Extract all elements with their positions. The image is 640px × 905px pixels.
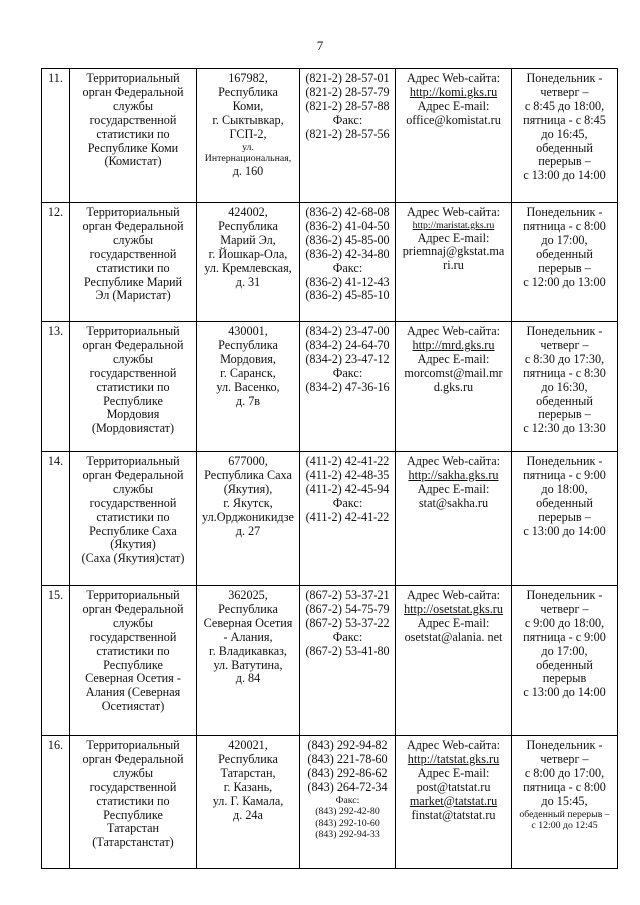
address-line: г. Йошкар-Ола, <box>208 246 288 261</box>
address-line: г. Казань, <box>223 779 273 794</box>
hours-line: пятница - с 8:00 <box>523 218 606 233</box>
phone-line: (843) 292-42-80 <box>315 806 380 818</box>
postal-address-cell <box>197 736 300 869</box>
organization-name-line: Алания (Северная <box>85 685 181 700</box>
hours-line: до 17:00, <box>541 232 588 247</box>
organization-name-line: Республике <box>103 657 163 672</box>
address-line: Татарстан, <box>220 765 276 780</box>
hours-line: Понедельник - <box>526 71 603 85</box>
phone-fax-cell <box>300 322 396 452</box>
hours-line: четверг – <box>540 751 589 766</box>
email-address[interactable]: osetstat@alania. net <box>404 629 503 644</box>
web-label: Адрес Web-сайта: <box>406 454 501 468</box>
hours-line: до 15:45, <box>541 793 588 808</box>
organization-name-line: государственной <box>89 779 177 794</box>
organization-name-line: Республике <box>103 807 163 822</box>
row-number: 12. <box>42 203 70 322</box>
email-label: Адрес E-mail: <box>417 98 490 113</box>
hours-line: пятница - с 8:30 <box>523 365 606 380</box>
website-link[interactable]: http://osetstat.gks.ru <box>404 601 503 616</box>
hours-line: Понедельник - <box>526 588 603 602</box>
hours-line: до 17:00, <box>541 643 588 658</box>
organization-name-line: статистики по <box>96 379 170 394</box>
address-line: (Якутия), <box>223 481 273 496</box>
organization-name-line: (Татарстанстат) <box>92 835 174 850</box>
postal-address-cell <box>197 452 300 586</box>
organization-name-line: государственной <box>89 495 177 510</box>
web-label: Адрес Web-сайта: <box>406 588 501 602</box>
contacts-cell <box>396 736 512 869</box>
organization-name-line: государственной <box>89 246 177 261</box>
hours-line: перерыв – <box>538 154 591 169</box>
address-line: ул. Ватутина, <box>213 657 283 672</box>
organization-name-cell <box>70 736 197 869</box>
table-row <box>42 736 618 869</box>
row-number: 15. <box>42 586 70 736</box>
phone-fax-cell <box>300 586 396 736</box>
contacts-cell <box>396 322 512 452</box>
phone-line: (834-2) 24-64-70 <box>305 337 390 352</box>
organization-name-line: службы <box>112 481 154 496</box>
table-row <box>42 452 618 586</box>
email-address[interactable]: d.gks.ru <box>433 379 474 394</box>
organization-name-line: (Мордовиястат) <box>91 421 175 436</box>
phone-line: (867-2) 53-37-22 <box>305 615 390 630</box>
phone-line: (821-2) 28-57-79 <box>305 84 390 99</box>
phone-line: Факс: <box>332 365 363 380</box>
address-line: 362025, <box>228 588 268 602</box>
hours-line: обеденный <box>536 657 593 672</box>
hours-line: перерыв – <box>538 407 591 422</box>
website-link[interactable]: http://mrd.gks.ru <box>412 337 495 352</box>
organization-name-line: Северная Осетия - <box>85 671 181 686</box>
address-line: ул. Г. Камала, <box>212 793 284 808</box>
address-line: д. 160 <box>232 163 264 178</box>
hours-line: пятница - с 8:00 <box>523 779 606 794</box>
hours-line: обеденный <box>536 246 593 261</box>
hours-line: Понедельник - <box>526 738 603 752</box>
postal-address-cell <box>197 322 300 452</box>
postal-address-cell <box>197 586 300 736</box>
organization-name-line: Эл (Маристат) <box>95 288 171 303</box>
organization-name-cell <box>70 586 197 736</box>
organization-name-line: Территориальный <box>86 738 180 752</box>
organization-name-line: орган Федеральной <box>82 218 184 233</box>
contacts-cell <box>396 69 512 203</box>
address-line: - Алания, <box>223 629 273 644</box>
organization-name-line: службы <box>112 351 154 366</box>
address-line: ГСП-2, <box>229 126 267 141</box>
hours-line: перерыв <box>542 671 587 686</box>
email-label: Адрес E-mail: <box>417 351 490 366</box>
page-number: 7 <box>316 38 324 53</box>
organization-name-line: службы <box>112 98 154 113</box>
address-line: ул. <box>242 141 254 153</box>
organization-name-line: статистики по <box>96 509 170 524</box>
working-hours-cell <box>512 736 618 869</box>
hours-line: четверг – <box>540 84 589 99</box>
website-link[interactable]: http://tatstat.gks.ru <box>407 751 500 766</box>
organization-name-line: (Саха (Якутия)стат) <box>81 551 185 566</box>
row-number: 11. <box>42 69 70 203</box>
address-line: Республика <box>218 601 278 616</box>
hours-line: Понедельник - <box>526 454 603 468</box>
address-line: Северная Осетия <box>203 615 293 630</box>
address-line: г. Якутск, <box>223 495 273 510</box>
organization-name-line: Республике Коми <box>87 140 179 155</box>
hours-line: обеденный <box>536 393 593 408</box>
address-line: Республика <box>218 218 278 233</box>
phone-line: (836-2) 42-68-08 <box>305 205 390 219</box>
organization-name-line: статистики по <box>96 260 170 275</box>
organization-name-line: Республике Саха <box>89 523 177 538</box>
organization-name-line: орган Федеральной <box>82 337 184 352</box>
address-line: 677000, <box>228 454 268 468</box>
email-label: Адрес E-mail: <box>417 230 490 245</box>
phone-line: (834-2) 23-47-00 <box>305 324 390 338</box>
table-row <box>42 586 618 736</box>
phone-line: (867-2) 53-37-21 <box>305 588 390 602</box>
organization-name-line: Республике Марий <box>83 274 183 289</box>
organization-name-line: службы <box>112 765 154 780</box>
organization-name-line: государственной <box>89 629 177 644</box>
phone-line: (843) 292-86-62 <box>307 765 388 780</box>
phone-line: (836-2) 41-04-50 <box>305 218 390 233</box>
hours-line: с 12:00 до 12:45 <box>531 820 598 832</box>
phone-line: (821-2) 28-57-01 <box>305 71 390 85</box>
phone-line: Факс: <box>332 629 363 644</box>
address-line: Республика <box>218 337 278 352</box>
organization-name-line: Территориальный <box>86 588 180 602</box>
phone-line: Факс: <box>332 112 363 127</box>
address-line: Республика Саха <box>204 467 292 482</box>
address-line: д. 27 <box>235 523 261 538</box>
organization-name-cell <box>70 452 197 586</box>
hours-line: с 12:00 до 13:00 <box>523 274 606 289</box>
hours-line: с 13:00 до 14:00 <box>523 685 606 700</box>
hours-line: пятница - с 9:00 <box>523 629 606 644</box>
phone-line: (821-2) 28-57-56 <box>305 126 390 141</box>
phone-line: (411-2) 42-41-22 <box>305 454 390 468</box>
working-hours-cell <box>512 586 618 736</box>
email-address[interactable]: post@tatstat.ru <box>416 779 491 794</box>
contacts-cell <box>396 203 512 322</box>
hours-line: до 16:45, <box>541 126 588 141</box>
phone-line: Факс: <box>332 260 363 275</box>
address-line: ул. Кремлевская, <box>204 260 292 275</box>
organization-name-line: статистики по <box>96 126 170 141</box>
hours-line: перерыв – <box>538 509 591 524</box>
hours-line: с 12:30 до 13:30 <box>523 421 606 436</box>
organization-name-cell <box>70 69 197 203</box>
organization-name-line: Территориальный <box>86 205 180 219</box>
table-row <box>42 69 618 203</box>
phone-line: (836-2) 42-34-80 <box>305 246 390 261</box>
address-line: д. 7в <box>235 393 261 408</box>
hours-line: обеденный <box>536 495 593 510</box>
organization-name-line: Мордовия <box>106 407 160 422</box>
address-line: 420021, <box>228 738 268 752</box>
email-address[interactable]: office@komistat.ru <box>406 112 501 127</box>
address-line: Интернациональная, <box>204 153 292 165</box>
organization-name-line: орган Федеральной <box>82 84 184 99</box>
address-line: ул. Васенко, <box>216 379 280 394</box>
email-address[interactable]: finstat@tatstat.ru <box>411 807 496 822</box>
phone-line: (843) 264-72-34 <box>307 779 388 794</box>
address-line: 430001, <box>228 324 268 338</box>
phone-line: (834-2) 23-47-12 <box>305 351 390 366</box>
phone-fax-cell <box>300 736 396 869</box>
organization-name-line: Территориальный <box>86 71 180 85</box>
organization-name-line: государственной <box>89 365 177 380</box>
address-line: д. 31 <box>235 274 261 289</box>
organization-name-line: Территориальный <box>86 454 180 468</box>
address-line: 167982, <box>228 71 268 85</box>
working-hours-cell <box>512 69 618 203</box>
hours-line: пятница - с 9:00 <box>523 467 606 482</box>
phone-line: (411-2) 42-48-35 <box>305 467 390 482</box>
organization-name-line: статистики по <box>96 643 170 658</box>
address-line: 424002, <box>228 205 268 219</box>
address-line: Коми, <box>232 98 264 113</box>
website-link[interactable]: http://komi.gks.ru <box>409 84 498 99</box>
hours-line: обеденный <box>536 140 593 155</box>
phone-line: (411-2) 42-41-22 <box>305 509 390 524</box>
address-line: г. Саранск, <box>220 365 276 380</box>
hours-line: Понедельник - <box>526 205 603 219</box>
postal-address-cell <box>197 203 300 322</box>
working-hours-cell <box>512 452 618 586</box>
organization-name-cell <box>70 203 197 322</box>
contacts-cell <box>396 586 512 736</box>
phone-line: (843) 221-78-60 <box>307 751 388 766</box>
address-line: д. 24а <box>233 807 263 822</box>
table-row <box>42 203 618 322</box>
organization-name-line: орган Федеральной <box>82 467 184 482</box>
table-row <box>42 322 618 452</box>
address-line: Республика <box>218 84 278 99</box>
organization-name-line: государственной <box>89 112 177 127</box>
phone-fax-cell <box>300 203 396 322</box>
phone-line: Факс: <box>332 495 363 510</box>
phone-line: (836-2) 45-85-10 <box>305 288 390 303</box>
hours-line: с 13:00 до 14:00 <box>523 523 606 538</box>
organization-name-cell <box>70 322 197 452</box>
address-line: г. Сыктывкар, <box>212 112 284 127</box>
address-line: ул.Орджоникидзе <box>202 509 294 524</box>
organization-name-line: орган Федеральной <box>82 601 184 616</box>
hours-line: до 18:00, <box>541 481 588 496</box>
address-line: Мордовия, <box>220 351 276 366</box>
organization-name-line: Республике <box>103 393 163 408</box>
hours-line: обеденный перерыв – <box>519 808 610 820</box>
website-link[interactable]: http://sakha.gks.ru <box>408 467 499 482</box>
organization-name-line: орган Федеральной <box>82 751 184 766</box>
postal-address-cell <box>197 69 300 203</box>
phone-line: (836-2) 45-85-00 <box>305 232 390 247</box>
organization-name-line: службы <box>112 232 154 247</box>
phone-line: (821-2) 28-57-88 <box>305 98 390 113</box>
phone-line: (843) 292-94-82 <box>307 738 388 752</box>
contacts-cell <box>396 452 512 586</box>
organization-name-line: Территориальный <box>86 324 180 338</box>
organization-name-line: (Якутия) <box>110 537 156 552</box>
web-label: Адрес Web-сайта: <box>406 71 501 85</box>
hours-line: с 13:00 до 14:00 <box>523 168 606 183</box>
web-label: Адрес Web-сайта: <box>406 205 501 219</box>
email-label: Адрес E-mail: <box>417 481 490 496</box>
phone-line: (867-2) 53-41-80 <box>305 643 390 658</box>
hours-line: с 9:00 до 18:00, <box>524 615 605 630</box>
website-link[interactable]: http://maristat.gks.ru <box>412 219 495 231</box>
phone-line: (867-2) 54-75-79 <box>305 601 390 616</box>
hours-line: перерыв – <box>538 260 591 275</box>
working-hours-cell <box>512 322 618 452</box>
hours-line: до 16:30, <box>541 379 588 394</box>
email-address[interactable]: market@tatstat.ru <box>409 793 498 808</box>
row-number: 13. <box>42 322 70 452</box>
phone-line: (834-2) 47-36-16 <box>305 379 390 394</box>
web-label: Адрес Web-сайта: <box>406 324 501 338</box>
organization-name-line: Осетиястат) <box>101 699 165 714</box>
working-hours-cell <box>512 203 618 322</box>
hours-line: с 8:45 до 18:00, <box>524 98 605 113</box>
email-address[interactable]: morcomst@mail.mr <box>404 365 503 380</box>
organization-name-line: статистики по <box>96 793 170 808</box>
organization-name-line: Татарстан <box>106 821 160 836</box>
hours-line: четверг – <box>540 601 589 616</box>
phone-line: (411-2) 42-45-94 <box>305 481 390 496</box>
web-label: Адрес Web-сайта: <box>406 738 501 752</box>
address-line: Марий Эл, <box>220 232 276 247</box>
address-line: Республика <box>218 751 278 766</box>
table-body <box>42 69 618 869</box>
organization-name-line: службы <box>112 615 154 630</box>
row-number: 14. <box>42 452 70 586</box>
phone-line: (836-2) 41-12-43 <box>305 274 390 289</box>
email-address[interactable]: ri.ru <box>443 258 464 273</box>
hours-line: с 8:30 до 17:30, <box>524 351 605 366</box>
phone-fax-cell <box>300 69 396 203</box>
hours-line: Понедельник - <box>526 324 603 338</box>
phone-line: (843) 292-94-33 <box>315 829 380 841</box>
row-number: 16. <box>42 736 70 869</box>
hours-line: пятница - с 8:45 <box>523 112 606 127</box>
organization-name-line: (Комистат) <box>104 154 162 169</box>
email-address[interactable]: priemnaj@gkstat.ma <box>402 244 505 259</box>
address-line: г. Владикавказ, <box>209 643 287 658</box>
address-line: д. 84 <box>235 671 261 686</box>
hours-line: четверг – <box>540 337 589 352</box>
phone-fax-cell <box>300 452 396 586</box>
organizations-table <box>41 68 618 869</box>
phone-line: Факс: <box>335 794 360 806</box>
email-label: Адрес E-mail: <box>417 615 490 630</box>
email-label: Адрес E-mail: <box>417 765 490 780</box>
phone-line: (843) 292-10-60 <box>315 817 380 829</box>
email-address[interactable]: stat@sakha.ru <box>418 495 489 510</box>
hours-line: с 8:00 до 17:00, <box>524 765 605 780</box>
